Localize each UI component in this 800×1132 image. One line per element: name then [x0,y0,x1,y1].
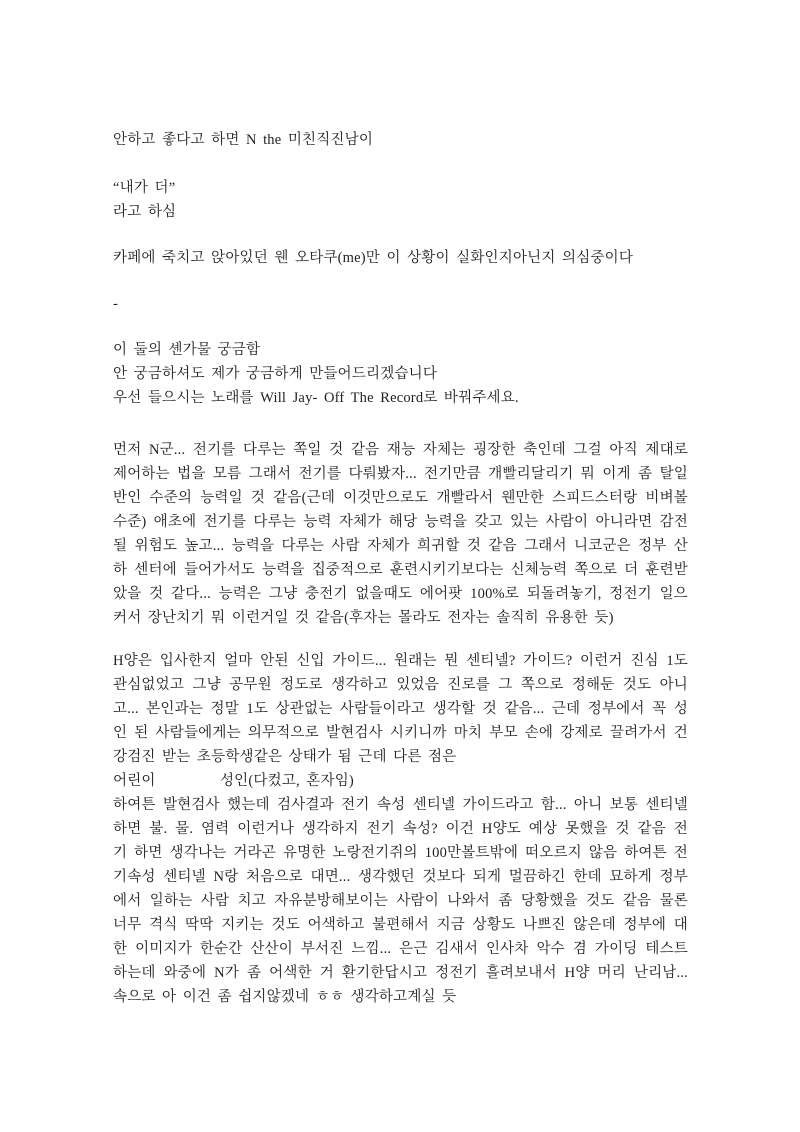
text-line: 이 둘의 셴가물 궁금함 [113,342,261,358]
text-line: 커서 장난치기 뭐 이런거일 것 같음(후자는 몰라도 전자는 솔직히 유용한 듯) [113,610,614,626]
text-line: 카페에 죽치고 앉아있던 웬 오타쿠(me)만 이 상황이 실화인지아닌지 의심중이다 [113,250,634,266]
text-line: 기 하면 생각나는 거라곤 유명한 노랑전기쥐의 100만볼트밖에 떠오르지 않음 하여튼 전 [113,845,688,861]
text-line: 라고 하심 [113,204,177,220]
text-line: 강검진 받는 초등학생같은 상태가 됨 근데 다른 점은 [113,749,457,765]
text-line: 인 된 사람들에게는 의무적으로 발현검사 시키니까 마치 부모 손에 강제로 끌려가서 건 [113,725,688,741]
text-line: 안 궁금하셔도 제가 궁금하게 만들어드리겠습니다 [113,366,438,382]
text-line: 먼저 N군... 전기를 다루는 쪽일 것 같음 재능 자체는 굉장한 축인데 그걸 아직 제대로 [113,442,688,458]
text-line: 하 센터에 들어가서도 능력을 집중적으로 훈련시키기보다는 신체능력 쪽으로 더 훈련받 [113,562,688,578]
block-curious-lines [113,338,688,410]
text-line: 안하고 좋다고 하면 N the 미친직진남이 [113,132,374,148]
document-body [113,128,688,1009]
text-line: 에서 일하는 사람 치고 자유분방해보이는 사람이 나와서 좀 당황했을 것도 같음 물론 [113,893,688,909]
text-line: 한 이미지가 한순간 산산이 부서진 느낌... 은근 김새서 인사차 악수 겸 가이딩 테스트 [113,941,688,957]
text-line: 기속성 센티넬 N랑 처음으로 대면... 생각했던 것보다 되게 멀끔하긴 한데 묘하게 정부 [113,869,688,885]
block-cafe-line [113,246,688,270]
block-quote [113,176,688,224]
block-intro-line [113,128,688,152]
text-line: 수준) 애초에 전기를 다루는 능력 자체가 해당 능력을 갖고 있는 사람이 아니라면 감전 [113,514,688,530]
text-line: “내가 더” [113,180,176,196]
text-line: 될 위험도 높고... 능력을 다루는 사람 자체가 희귀할 것 같음 그래서 니코군은 정부 산 [113,538,688,554]
block-paragraph-n [113,438,688,630]
text-line: 너무 격식 딱딱 지키는 것도 어색하고 불편해서 지금 상황도 나쁘진 않은데 정부에 대 [113,917,688,933]
text-line: 속으로 아 이건 좀 쉽지않겠네 ㅎㅎ 생각하고계실 듯 [113,989,457,1005]
text-line: 반인 수준의 능력일 것 같음(근데 이것만으로도 개빨라서 웬만한 스피드스터랑 비벼볼 [113,490,688,506]
text-line: 하는데 와중에 N가 좀 어색한 거 환기한답시고 정전기 흘려보내서 H양 머리 난리남... [113,965,688,981]
text-line: 고... 본인과는 정말 1도 상관없는 사람들이라고 생각할 것 같음... 근데 정부에서 꼭 성 [113,701,688,717]
text-line: H양은 입사한지 얼마 안된 신입 가이드... 원래는 뭔 센티넬? 가이드? 이런거 진심 1도 [113,653,688,669]
text-line: - [113,296,119,312]
text-line: 제어하는 법을 모름 그래서 전기를 다뤄봤자... 전기만큼 개빨리달리기 뭐 이게 좀 탈일 [113,466,688,482]
block-paragraph-h [113,649,688,1009]
text-line: 하여튼 발현검사 했는데 검사결과 전기 속성 센티넬 가이드라고 함... 아니 보통 센티넬 [113,797,688,813]
text-line: 하면 불. 물. 염력 이런거나 생각하지 전기 속성? 이건 H양도 예상 못했을 것 같음 전 [113,821,688,837]
text-line: 았을 것 같다... 능력은 그냥 충전기 없을때도 에어팟 100%로 되돌려놓기, 정전기 일으 [113,586,688,602]
block-divider-dash [113,292,688,316]
text-line: 우선 들으시는 노래를 Will Jay- Off The Record로 바꿔주세요. [113,390,519,406]
text-line: 어린이 성인(다컸고, 혼자임) [113,773,354,789]
text-line: 관심없었고 그냥 공무원 정도로 생각하고 있었음 진로를 그 쪽으로 정해둔 것도 아니 [113,677,688,693]
